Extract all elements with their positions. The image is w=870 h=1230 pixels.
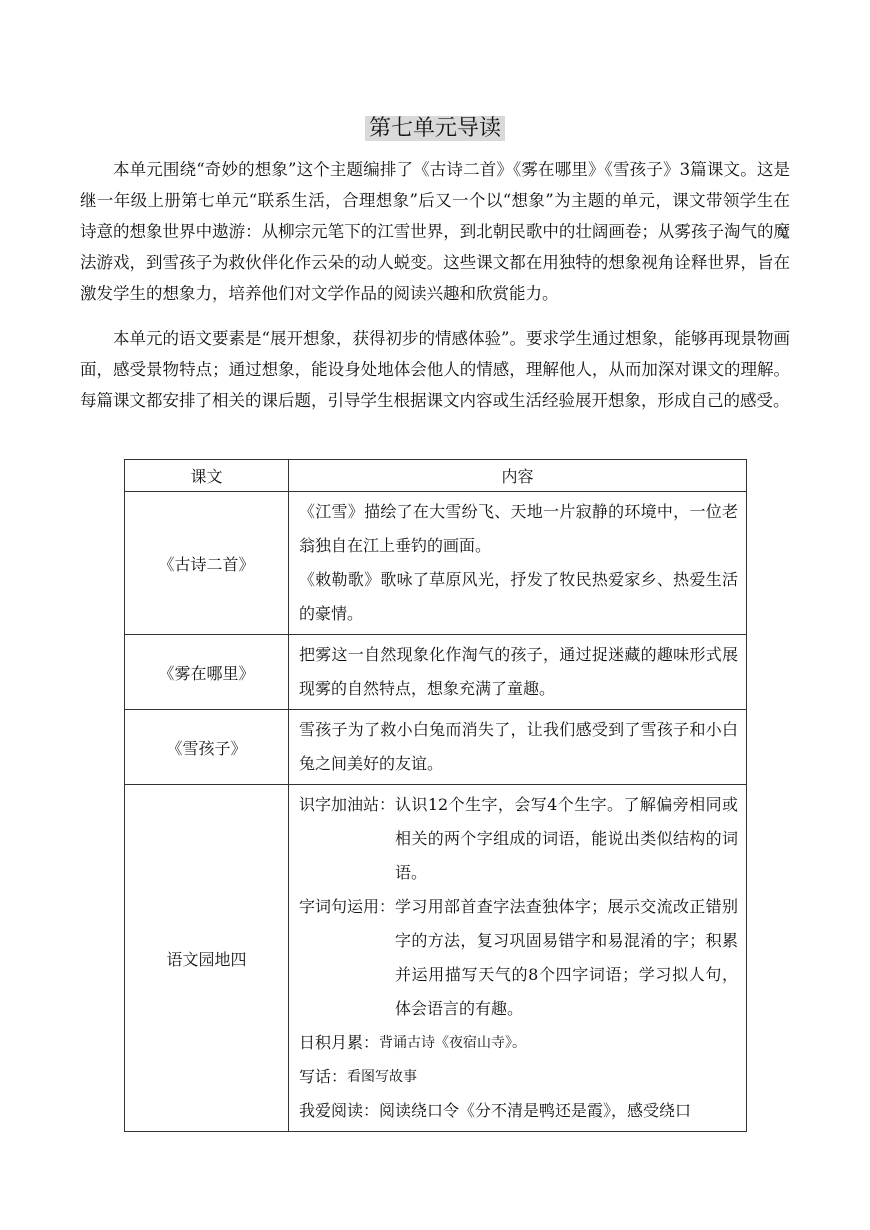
item-text: 看图写故事 [347, 1069, 418, 1085]
garden-item [299, 1060, 738, 1094]
table-row [125, 710, 747, 785]
intro-paragraph-1: 本单元围绕“奇妙的想象”这个主题编排了《古诗二首》《雾在哪里》《雪孩子》3篇课文。这是继一年级上册第七单元“联系生活，合理想象”后又一个以“想象”为主题的单元，课文带领学生在诗意的想象世界中遨游：从柳宗元笔下的江雪世界，到北朝民歌中的壮阔画卷；从雾孩子淘气的魔法游戏，到雪孩子为救伙伴化作云朵的动人蜕变。这些课文都在用独特的想象视角诠释世界，旨在激发学生的想象力，培养他们对文学作品的阅读兴趣和欣赏能力。 [80, 160, 790, 303]
content-line: 雪孩子为了救小白兔而消失了，让我们感受到了雪孩子和小白兔之间美好的友谊。 [299, 720, 738, 773]
content-line: 《敕勒歌》歌咏了草原风光，抒发了牧民热爱家乡、热爱生活的豪情。 [299, 570, 738, 623]
item-text: 阅读绕口令《分不清是鸭还是霞》，感受绕口 [379, 1101, 692, 1120]
content-cell [289, 710, 747, 785]
content-cell [289, 492, 747, 635]
item-label: 字词句运用： [299, 897, 396, 916]
page-title: 第七单元导读 [0, 114, 870, 144]
table-row [125, 785, 747, 1132]
lesson-cell: 语文园地四 [125, 785, 289, 1132]
content-cell [289, 785, 747, 1132]
lesson-cell: 《雾在哪里》 [125, 635, 289, 710]
item-label: 写话： [299, 1067, 348, 1086]
table-header-row [125, 460, 747, 492]
intro-paragraph-2: 本单元的语文要素是“展开想象，获得初步的情感体验”。要求学生通过想象，能够再现景物画面，感受景物特点；通过想象，能设身处地体会他人的情感，理解他人，从而加深对课文的理解。每篇课文都安排了相关的课后题，引导学生根据课文内容或生活经验展开想象，形成自己的感受。 [80, 329, 790, 410]
item-text: 背诵古诗《夜宿山寺》。 [379, 1035, 527, 1051]
content-line: 《江雪》描绘了在大雪纷飞、天地一片寂静的环境中，一位老翁独自在江上垂钓的画面。 [299, 502, 738, 555]
garden-item [299, 1026, 738, 1060]
table-row [125, 492, 747, 635]
content-cell [289, 635, 747, 710]
item-label: 我爱阅读： [299, 1101, 380, 1120]
table-row [125, 635, 747, 710]
column-header-content: 内容 [289, 460, 747, 492]
garden-item [299, 788, 738, 890]
unit-overview-table [124, 459, 747, 1132]
garden-item [299, 890, 738, 1026]
item-text: 认识12个生字，会写4个生字。了解偏旁相同或相关的两个字组成的词语，能说出类似结构的词语。 [395, 795, 738, 882]
lesson-cell: 《雪孩子》 [125, 710, 289, 785]
garden-item [299, 1094, 738, 1128]
item-label: 识字加油站： [299, 795, 396, 814]
content-line: 把雾这一自然现象化作淘气的孩子，通过捉迷藏的趣味形式展现雾的自然特点，想象充满了童趣。 [299, 645, 738, 698]
column-header-lesson: 课文 [125, 460, 289, 492]
item-text: 学习用部首查字法查独体字；展示交流改正错别字的方法，复习巩固易错字和易混淆的字；积累并运用描写天气的8个四字词语；学习拟人句，体会语言的有趣。 [395, 897, 738, 1018]
item-label: 日积月累： [299, 1033, 380, 1052]
lesson-cell: 《古诗二首》 [125, 492, 289, 635]
